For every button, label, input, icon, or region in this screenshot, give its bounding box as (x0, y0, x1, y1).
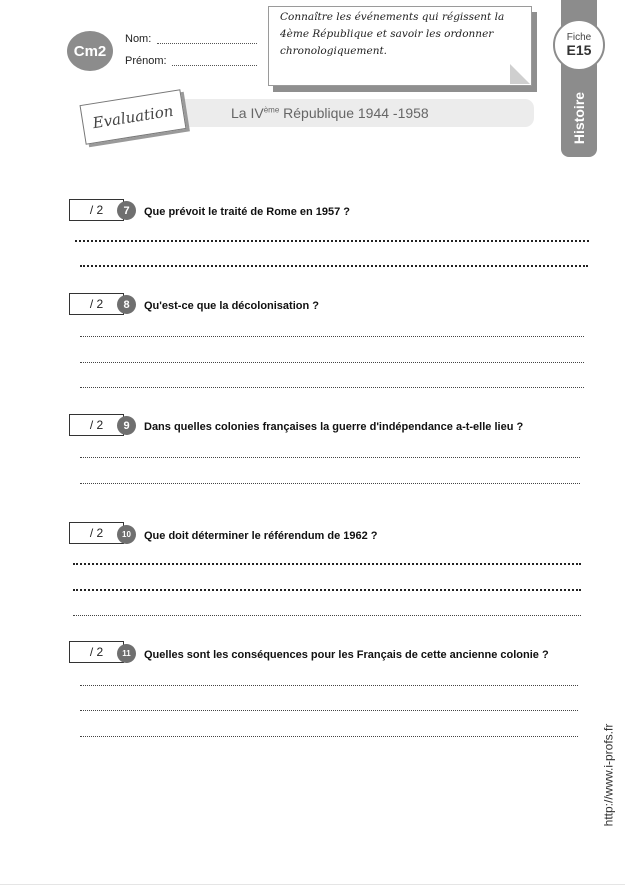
score-box[interactable]: / 2 (69, 641, 124, 663)
score-box[interactable]: / 2 (69, 293, 124, 315)
name-label: Nom: (125, 33, 152, 45)
bottom-divider (0, 884, 625, 885)
question-number-badge: 8 (117, 295, 136, 314)
fiche-label: Fiche (566, 32, 592, 43)
answer-line[interactable] (80, 265, 588, 267)
objective-text: Connaître les événements qui régissent la 4ème République et savoir les ordonner chronologiquement. (280, 11, 505, 57)
score-box[interactable]: / 2 (69, 199, 124, 221)
page-title: La IVème République 1944 -1958 (231, 105, 429, 121)
subject-label: Histoire (571, 91, 587, 145)
evaluation-stamp-text: Evaluation (91, 101, 175, 133)
score-box[interactable]: / 2 (69, 414, 124, 436)
firstname-field[interactable] (172, 64, 257, 66)
answer-line[interactable] (80, 685, 578, 686)
question-text: Qu'est-ce que la décolonisation ? (144, 300, 319, 312)
answer-line[interactable] (75, 240, 589, 242)
level-badge: Cm2 (67, 31, 113, 71)
answer-line[interactable] (73, 563, 581, 565)
answer-line[interactable] (80, 362, 584, 363)
name-field[interactable] (157, 42, 257, 44)
footer-url[interactable]: http://www.i-profs.fr (601, 723, 616, 827)
answer-line[interactable] (80, 483, 580, 484)
question-number-badge: 7 (117, 201, 136, 220)
answer-line[interactable] (80, 736, 578, 737)
answer-line[interactable] (73, 615, 581, 616)
title-bar (136, 99, 534, 127)
footer-url-wrap (578, 700, 625, 850)
fiche-badge (553, 19, 605, 71)
fiche-number: E15 (566, 42, 592, 58)
score-box[interactable]: / 2 (69, 522, 124, 544)
question-text: Que prévoit le traité de Rome en 1957 ? (144, 206, 351, 218)
question-number-badge: 11 (117, 644, 136, 663)
answer-line[interactable] (80, 336, 584, 337)
subject-label-wrap (561, 86, 597, 150)
question-text: Dans quelles colonies françaises la guerre d'indépendance a-t-elle lieu ? (144, 421, 524, 433)
firstname-label: Prénom: (125, 55, 167, 67)
question-text: Quelles sont les conséquences pour les Français de cette ancienne colonie ? (144, 649, 549, 661)
question-number-badge: 10 (117, 525, 136, 544)
evaluation-stamp (79, 89, 186, 144)
answer-line[interactable] (80, 710, 578, 711)
question-text: Que doit déterminer le référendum de 1962 ? (144, 530, 378, 542)
answer-line[interactable] (80, 387, 584, 388)
answer-line[interactable] (80, 457, 580, 458)
answer-line[interactable] (73, 589, 581, 591)
page-fold-corner (510, 64, 530, 84)
question-number-badge: 9 (117, 416, 136, 435)
